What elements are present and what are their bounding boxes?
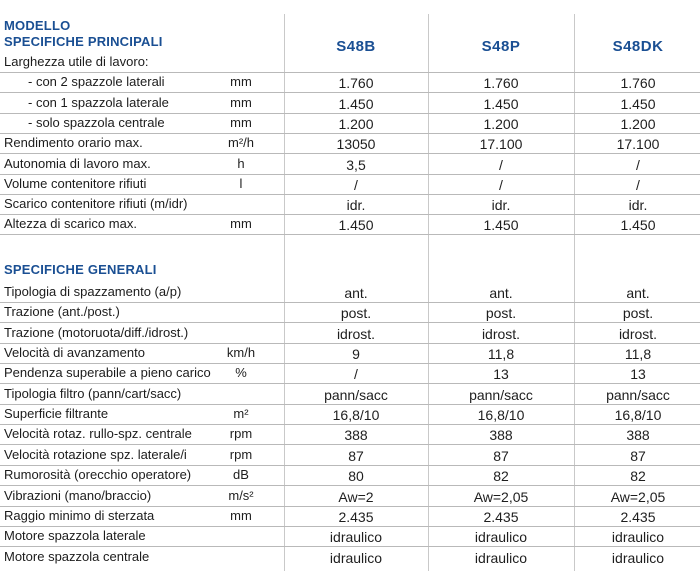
- spec-value: 1.760: [338, 75, 374, 92]
- column-header-s48b: S48B: [336, 38, 376, 55]
- spec-label: Rendimento orario max.: [4, 135, 143, 151]
- spec-unit: mm: [230, 507, 252, 523]
- spec-label: Velocità di avanzamento: [4, 345, 145, 361]
- spec-value: /: [354, 366, 358, 383]
- spec-unit: l: [239, 175, 243, 191]
- spec-value: ant.: [489, 285, 513, 301]
- spec-value: 388: [626, 427, 650, 444]
- spec-row: [0, 93, 700, 114]
- spec-value: 1.200: [620, 115, 656, 132]
- spec-value: 1.450: [620, 95, 656, 112]
- spec-label: Velocità rotazione spz. laterale/i: [4, 446, 187, 462]
- spec-row: [0, 282, 700, 303]
- section-title-model: MODELLO: [4, 18, 71, 33]
- spec-unit: m/s²: [228, 487, 254, 503]
- spec-label: - solo spazzola centrale: [28, 114, 165, 130]
- spec-value: idraulico: [329, 529, 383, 546]
- spec-row: [0, 384, 700, 405]
- column-header-s48dk: S48DK: [612, 38, 664, 55]
- spec-value: 87: [348, 447, 364, 464]
- spec-row: [0, 174, 700, 195]
- spec-value: post.: [485, 305, 517, 322]
- spec-unit: mm: [230, 216, 252, 232]
- spec-value: 87: [630, 447, 646, 464]
- spec-value: 16,8/10: [614, 407, 662, 424]
- spec-unit: m²/h: [228, 135, 254, 151]
- spec-row: [0, 526, 700, 547]
- section-title-general-specs: SPECIFICHE GENERALI: [4, 262, 157, 277]
- spec-row: [0, 404, 700, 425]
- section-title-main-specs: SPECIFICHE PRINCIPALI: [4, 34, 163, 49]
- spec-unit: h: [237, 155, 245, 171]
- spec-row: [0, 465, 700, 486]
- spec-value: 1.450: [620, 217, 656, 234]
- spec-unit: mm: [230, 114, 252, 130]
- spec-value: 3,5: [346, 156, 366, 173]
- spec-label: Motore spazzola centrale: [4, 548, 150, 564]
- spec-value: pann/sacc: [469, 386, 533, 403]
- spec-row: [0, 154, 700, 175]
- spec-value: 1.450: [338, 95, 374, 112]
- spec-value: 17.100: [616, 136, 660, 153]
- spec-unit: dB: [233, 467, 249, 483]
- spec-row: [0, 547, 700, 567]
- spec-label: Tipologia di spazzamento (a/p): [4, 284, 182, 299]
- spec-label: Velocità rotaz. rullo-spz. centrale: [4, 426, 192, 442]
- spec-value: 1.200: [483, 115, 519, 132]
- spec-value: 1.200: [338, 115, 374, 132]
- spec-value: Aw=2,05: [610, 488, 666, 505]
- spec-row: [0, 363, 700, 384]
- spec-value: 16,8/10: [477, 407, 525, 424]
- spec-value: idrost.: [618, 325, 658, 342]
- spec-value: 17.100: [479, 136, 523, 153]
- spec-row: [0, 343, 700, 364]
- spec-label: Trazione (motoruota/diff./idrost.): [4, 324, 189, 340]
- spec-value: /: [636, 176, 640, 193]
- spec-value: 11,8: [624, 346, 652, 363]
- spec-value: Aw=2: [338, 488, 374, 505]
- spec-value: 16,8/10: [332, 407, 380, 424]
- spec-row: [0, 445, 700, 466]
- spec-value: 388: [489, 427, 513, 444]
- spec-unit: mm: [230, 94, 252, 110]
- spec-value: 13: [493, 366, 509, 383]
- spec-value: /: [636, 156, 640, 173]
- spec-row: [0, 72, 700, 93]
- spec-label: Tipologia filtro (pann/cart/sacc): [4, 385, 182, 401]
- spec-value: 2.435: [483, 508, 519, 525]
- spec-label: Rumorosità (orecchio operatore): [4, 467, 192, 483]
- spec-label: Pendenza superabile a pieno carico: [4, 365, 211, 381]
- spec-value: 11,8: [487, 346, 515, 363]
- spec-row: [0, 424, 700, 445]
- column-header-s48p: S48P: [481, 38, 521, 55]
- spec-value: idr.: [346, 197, 366, 214]
- spec-label: Autonomia di lavoro max.: [4, 155, 151, 171]
- spec-label: Volume contenitore rifiuti: [4, 175, 147, 191]
- spec-row: [0, 52, 700, 73]
- spec-value: 82: [630, 468, 646, 485]
- spec-value: idraulico: [611, 549, 665, 566]
- spec-unit: rpm: [229, 446, 253, 462]
- spec-value: idrost.: [336, 325, 376, 342]
- spec-label: - con 2 spazzole laterali: [28, 74, 165, 90]
- spec-value: 87: [493, 447, 509, 464]
- spec-unit: rpm: [229, 426, 253, 442]
- spec-label: Motore spazzola laterale: [4, 528, 146, 544]
- spec-value: idraulico: [611, 529, 665, 546]
- spec-value: 2.435: [620, 508, 656, 525]
- spec-label: - con 1 spazzola laterale: [28, 94, 169, 110]
- spec-value: 82: [493, 468, 509, 485]
- spec-value: 1.450: [483, 95, 519, 112]
- spec-value: 2.435: [338, 508, 374, 525]
- spec-value: idrost.: [481, 325, 521, 342]
- spec-value: idraulico: [474, 549, 528, 566]
- spec-value: 1.450: [338, 217, 374, 234]
- spec-row: [0, 133, 700, 154]
- spec-label: Scarico contenitore rifiuti (m/idr): [4, 196, 188, 212]
- spec-value: /: [354, 176, 358, 193]
- spec-unit: m²: [233, 406, 249, 422]
- spec-row: [0, 486, 700, 507]
- spec-value: /: [499, 156, 503, 173]
- spec-label: Altezza di scarico max.: [4, 216, 137, 232]
- spec-value: ant.: [626, 285, 650, 301]
- spec-value: 80: [348, 468, 364, 485]
- spec-value: ant.: [344, 285, 368, 301]
- spec-row: [0, 113, 700, 134]
- spec-value: 9: [352, 346, 360, 363]
- spec-label: Raggio minimo di sterzata: [4, 507, 155, 523]
- spec-unit: mm: [230, 74, 252, 90]
- spec-value: Aw=2,05: [473, 488, 529, 505]
- spec-value: 13050: [336, 136, 376, 153]
- spec-unit: km/h: [226, 345, 256, 361]
- spec-value: idraulico: [329, 549, 383, 566]
- spec-value: pann/sacc: [606, 386, 670, 403]
- spec-value: 13: [630, 366, 646, 383]
- spec-value: 1.760: [620, 75, 656, 92]
- spec-value: idraulico: [474, 529, 528, 546]
- spec-value: post.: [622, 305, 654, 322]
- spec-row: [0, 302, 700, 323]
- spec-value: idr.: [628, 197, 648, 214]
- spec-label: Superficie filtrante: [4, 406, 109, 422]
- spec-value: 1.450: [483, 217, 519, 234]
- spec-row: [0, 214, 700, 235]
- spec-row: [0, 506, 700, 527]
- spec-unit: %: [235, 365, 247, 381]
- spec-value: 388: [344, 427, 368, 444]
- spec-row: [0, 323, 700, 344]
- spec-value: /: [499, 176, 503, 193]
- spec-label: Trazione (ant./post.): [4, 304, 120, 320]
- spec-row: [0, 194, 700, 215]
- spec-value: post.: [340, 305, 372, 322]
- spec-value: pann/sacc: [324, 386, 388, 403]
- spec-label: Larghezza utile di lavoro:: [4, 54, 149, 69]
- spec-label: Vibrazioni (mano/braccio): [4, 487, 152, 503]
- spec-value: 1.760: [483, 75, 519, 92]
- spec-value: idr.: [491, 197, 511, 214]
